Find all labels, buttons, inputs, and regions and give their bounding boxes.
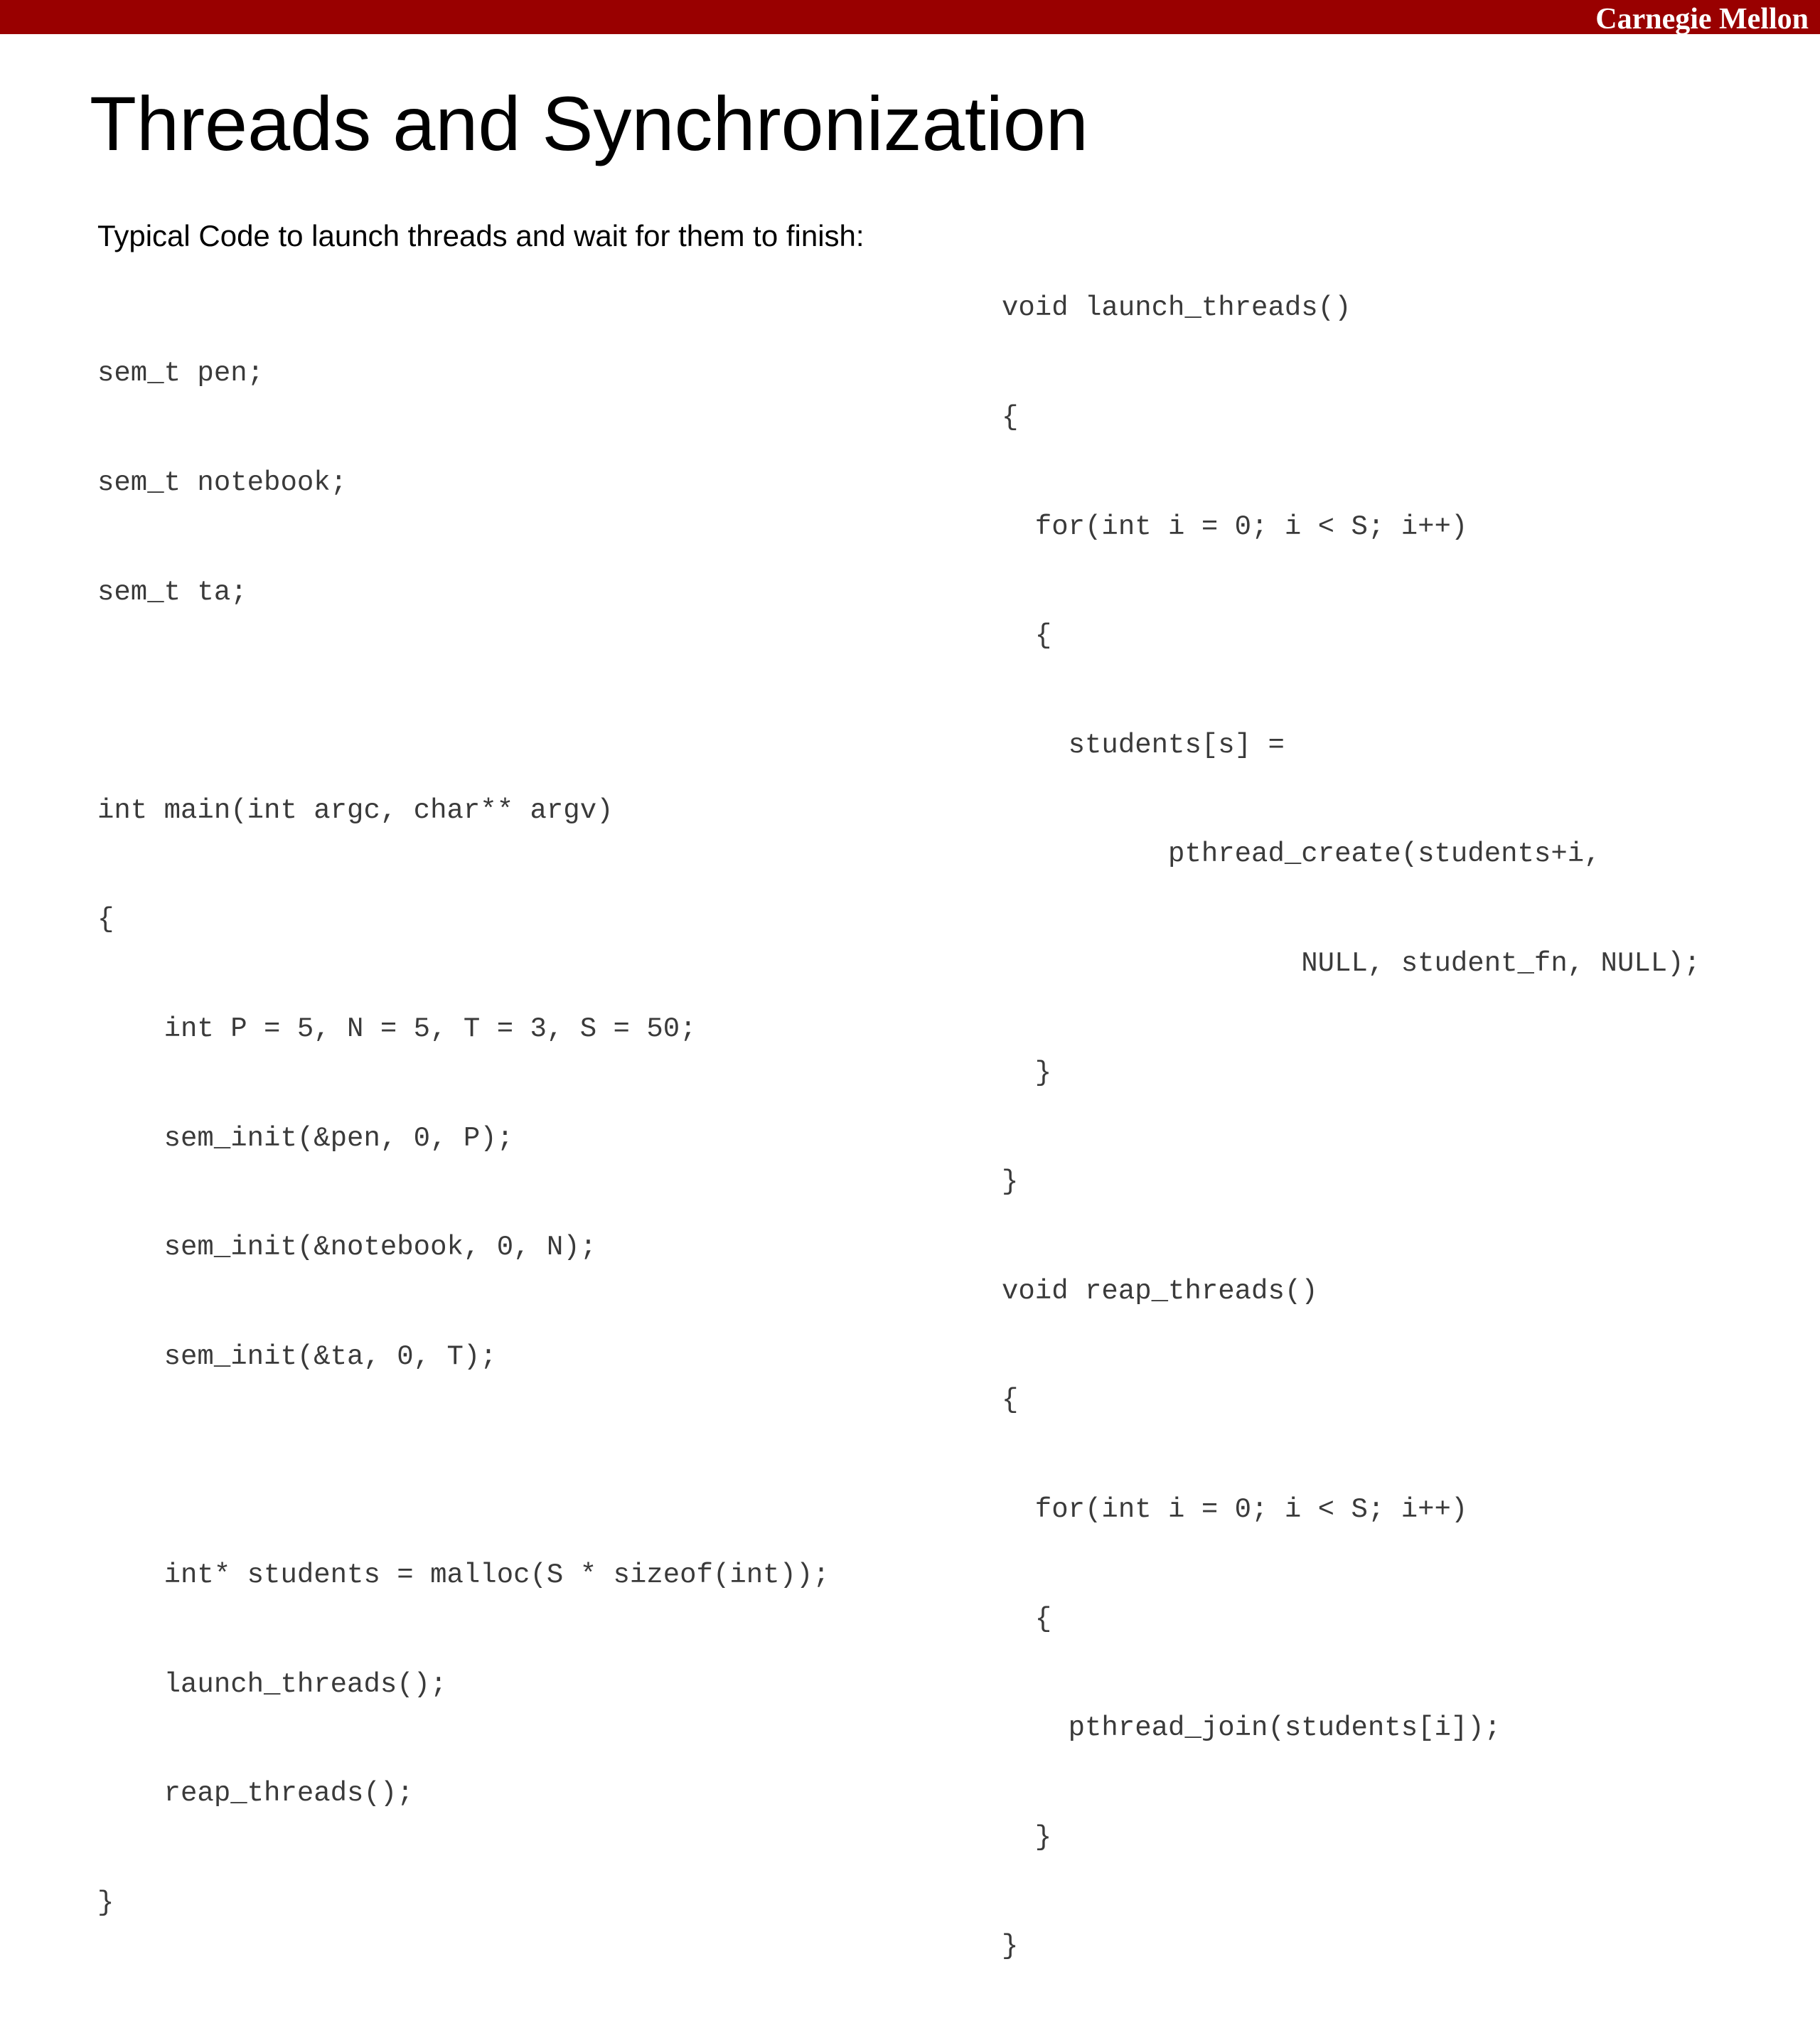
code-line: {: [1002, 1603, 1052, 1635]
code-line: void reap_threads(): [1002, 1275, 1318, 1307]
code-line: pthread_create(students+i,: [1002, 838, 1601, 870]
code-line: {: [1002, 402, 1019, 433]
brand-logo-text: Carnegie Mellon: [1595, 3, 1809, 36]
code-line: sem_t ta;: [97, 576, 247, 608]
code-block-threads: [1002, 218, 1701, 2038]
code-line: sem_t pen;: [97, 358, 264, 390]
code-line: [97, 683, 830, 720]
code-line: sem_init(&pen, 0, P);: [97, 1122, 514, 1154]
code-line: int main(int argc, char** argv): [97, 794, 614, 826]
code-line: }: [97, 1887, 114, 1919]
header-bar: [0, 0, 1820, 34]
code-line: void launch_threads(): [1002, 292, 1351, 324]
code-line: int* students = malloc(S * sizeof(int));: [97, 1559, 830, 1591]
code-line: }: [1002, 1057, 1052, 1089]
code-line: }: [1002, 1931, 1019, 1963]
code-line: {: [1002, 1385, 1019, 1417]
code-line: NULL, student_fn, NULL);: [1002, 947, 1701, 979]
code-line: reap_threads();: [97, 1778, 414, 1810]
code-line: [97, 1448, 830, 1484]
code-line: sem_init(&notebook, 0, N);: [97, 1232, 597, 1264]
intro-text: Typical Code to launch threads and wait for them to finish:: [97, 219, 864, 252]
code-line: }: [1002, 1166, 1019, 1198]
code-line: {: [97, 904, 114, 936]
code-line: for(int i = 0; i < S; i++): [1002, 511, 1468, 543]
code-line: sem_init(&ta, 0, T);: [97, 1340, 497, 1372]
code-line: for(int i = 0; i < S; i++): [1002, 1493, 1468, 1525]
code-line: {: [1002, 620, 1052, 652]
code-line: launch_threads();: [97, 1668, 447, 1700]
code-line: int P = 5, N = 5, T = 3, S = 50;: [97, 1013, 697, 1045]
code-line: students[s] =: [1002, 729, 1285, 761]
code-line: sem_t notebook;: [97, 467, 348, 498]
slide-title: Threads and Synchronization: [90, 80, 1088, 166]
code-line: pthread_join(students[i]);: [1002, 1712, 1502, 1744]
code-block-main: [97, 283, 830, 1994]
code-line: }: [1002, 1821, 1052, 1853]
